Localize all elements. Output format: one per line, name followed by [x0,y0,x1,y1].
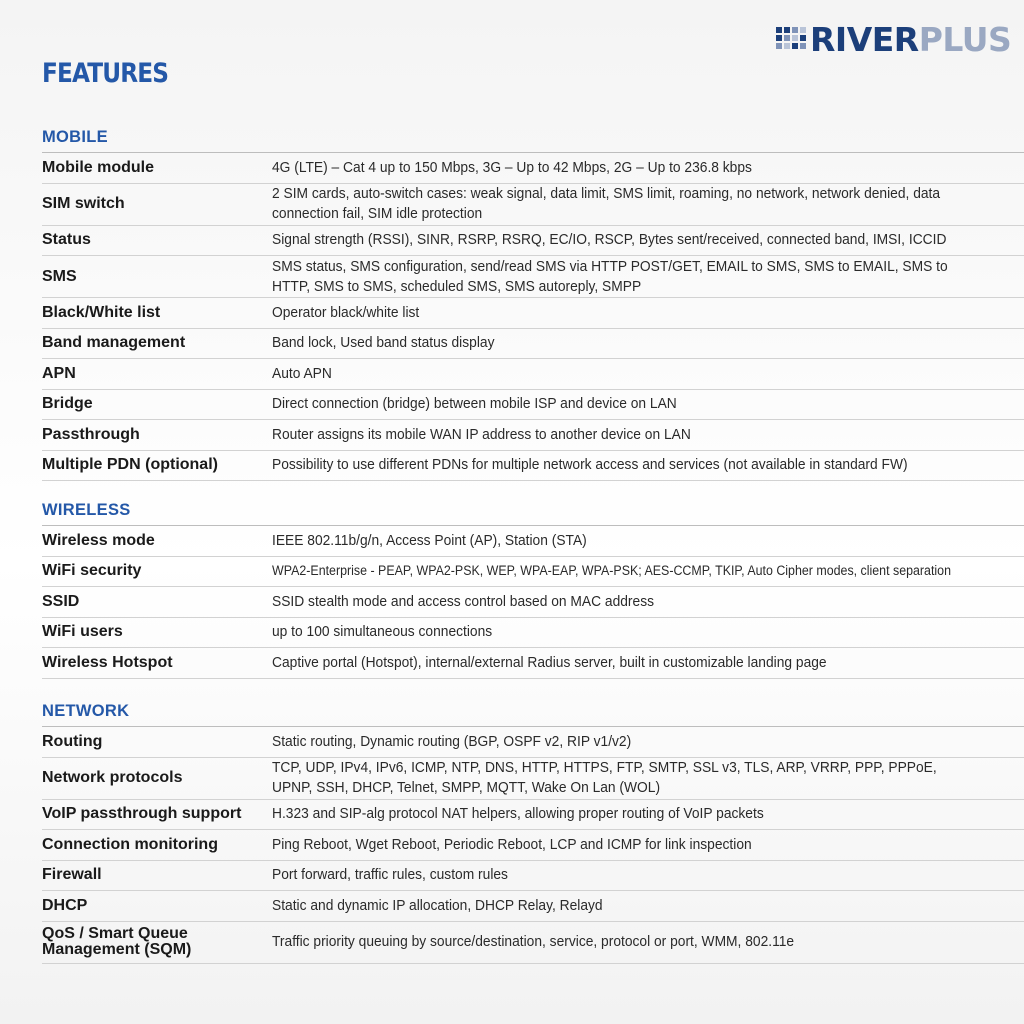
spec-label: WiFi users [42,623,123,641]
section-heading-mobile: MOBILE [42,128,108,146]
spec-label: Status [42,231,91,249]
spec-label: Network protocols [42,769,183,786]
spec-value: Signal strength (RSSI), SINR, RSRP, RSRQ, EC/IO, RSCP, Bytes sent/received, connected band, IMSI, ICCID [272,231,947,249]
spec-row [42,359,1024,390]
spec-label: Black/White list [42,303,161,321]
section-network [42,700,1024,964]
brand-logo [776,18,1011,60]
spec-value: Direct connection (bridge) between mobile ISP and device on LAN [272,395,677,413]
spec-value: SSID stealth mode and access control based on MAC address [272,592,655,610]
spec-row [42,727,1024,758]
spec-value: 4G (LTE) – Cat 4 up to 150 Mbps, 3G – Up to 42 Mbps, 2G – Up to 236.8 kbps [272,158,752,176]
spec-label: SIM switch [42,195,125,212]
spec-row [42,758,1024,800]
spec-table-network [42,726,1024,964]
page-title: FEATURES [42,58,169,89]
spec-row [42,226,1024,257]
spec-value: Operator black/white list [272,303,420,321]
spec-value: IEEE 802.11b/g/n, Access Point (AP), Station (STA) [272,531,587,549]
spec-row [42,587,1024,618]
spec-value: TCP, UDP, IPv4, IPv6, ICMP, NTP, DNS, HTTP, HTTPS, FTP, SMTP, SSL v3, TLS, ARP, VRRP, PPP, PPPoE, UPNP, SSH, DHCP, Telnet, SMPP, MQTT, Wake On Lan (WOL) [272,759,937,796]
spec-row [42,153,1024,184]
spec-value: Possibility to use different PDNs for multiple network access and services (not available in standard FW) [272,456,908,474]
spec-value: up to 100 simultaneous connections [272,623,493,641]
spec-value: Static and dynamic IP allocation, DHCP Relay, Relayd [272,896,603,914]
spec-row [42,648,1024,679]
spec-label: DHCP [42,896,88,914]
spec-row [42,557,1024,588]
spec-value: Auto APN [272,364,332,382]
spec-row [42,184,1024,226]
spec-row [42,800,1024,831]
spec-value: Router assigns its mobile WAN IP address to another device on LAN [272,425,691,443]
spec-label: Mobile module [42,158,154,176]
spec-value: Band lock, Used band status display [272,334,495,352]
spec-value: Port forward, traffic rules, custom rules [272,866,508,884]
spec-row [42,256,1024,298]
spec-label: Routing [42,732,103,750]
spec-label: Band management [42,334,186,352]
spec-label: Bridge [42,395,93,413]
brand-wordmark [810,19,1012,59]
spec-row [42,861,1024,892]
brand-part2: PLUS [918,19,1012,59]
spec-label: VoIP passthrough support [42,805,242,823]
spec-row [42,329,1024,360]
spec-value: WPA2-Enterprise - PEAP, WPA2-PSK, WEP, WPA-EAP, WPA-PSK; AES-CCMP, TKIP, Auto Cipher modes, client separation [272,563,952,579]
spec-label: Passthrough [42,425,140,443]
section-heading-network: NETWORK [42,702,130,720]
spec-row [42,526,1024,557]
spec-table-wireless [42,525,1024,679]
spec-value: Traffic priority queuing by source/destination, service, protocol or port, WMM, 802.11e [272,933,795,950]
section-mobile [42,126,1024,481]
spec-label: QoS / Smart Queue Management (SQM) [42,925,192,958]
spec-label: Multiple PDN (optional) [42,456,218,474]
spec-label: SMS [42,267,77,285]
section-heading-wireless: WIRELESS [42,501,131,519]
spec-row [42,618,1024,649]
spec-row [42,298,1024,329]
spec-value: Captive portal (Hotspot), internal/external Radius server, built in customizable landing page [272,653,827,671]
spec-value: H.323 and SIP-alg protocol NAT helpers, allowing proper routing of VoIP packets [272,805,764,823]
section-wireless [42,499,1024,679]
spec-value: Ping Reboot, Wget Reboot, Periodic Reboot, LCP and ICMP for link inspection [272,835,752,853]
spec-row [42,830,1024,861]
grid-logo-icon [776,24,806,54]
spec-value: SMS status, SMS configuration, send/read SMS via HTTP POST/GET, EMAIL to SMS, SMS to EMAIL, SMS to HTTP, SMS to SMS, scheduled SMS, SMS autoreply, SMPP [272,257,948,295]
spec-row [42,891,1024,922]
spec-value: 2 SIM cards, auto-switch cases: weak signal, data limit, SMS limit, roaming, no network, network denied, data connection fail, SIM idle protection [272,185,941,222]
spec-row [42,420,1024,451]
spec-row [42,922,1024,964]
spec-label: Firewall [42,866,102,884]
brand-part1: RIVER [810,19,919,59]
spec-label: Wireless mode [42,531,155,549]
spec-label: SSID [42,592,80,610]
spec-table-mobile [42,152,1024,481]
spec-value: Static routing, Dynamic routing (BGP, OSPF v2, RIP v1/v2) [272,732,632,750]
spec-label: WiFi security [42,562,142,580]
spec-row [42,451,1024,482]
spec-label: APN [42,364,76,382]
spec-label: Wireless Hotspot [42,653,173,671]
spec-row [42,390,1024,421]
spec-label: Connection monitoring [42,835,218,853]
